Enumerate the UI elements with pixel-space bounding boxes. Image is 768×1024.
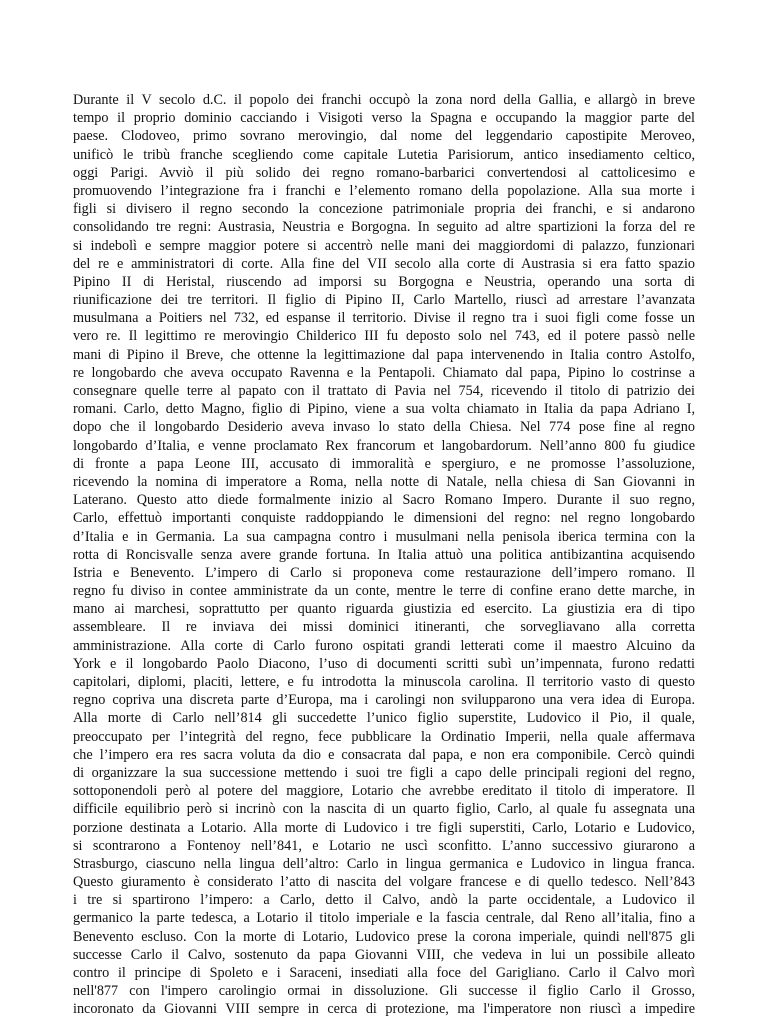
text-line: York e il longobardo Paolo Diacono, l’uso di documenti scritti subì un’impennata, furono redatti bbox=[73, 655, 695, 672]
text-line: rotta di Roncisvalle senza avere grande fortuna. In Italia attuò una politica antibizantina acquisendo bbox=[73, 546, 695, 563]
text-line: i tre si spartirono l’impero: a Carlo, detto il Calvo, andò la parte occidentale, a Ludovico il bbox=[73, 892, 695, 909]
text-line: figli si divisero il regno secondo la concezione patrimoniale propria dei franchi, e si andarono bbox=[73, 201, 695, 218]
text-line: Carlo, effettuò importanti conquiste raddoppiando le dimensioni del regno: nel regno longobardo bbox=[73, 510, 695, 527]
text-line: difficile equilibrio però si incrinò con la nascita di un quarto figlio, Carlo, al quale fu assegnata una bbox=[73, 801, 695, 818]
text-line: germanico la parte tedesca, a Lotario il titolo imperiale e la fascia centrale, dal Reno all’italia, fino a bbox=[73, 910, 695, 927]
text-line: amministrazione. Alla corte di Carlo furono ospitati grandi letterati come il maestro Alcuino da bbox=[73, 637, 695, 654]
text-line: Alla morte di Carlo nell’814 gli succedette l’unico figlio superstite, Ludovico il Pio, il quale, bbox=[73, 710, 695, 727]
text-line: consegnare quelle terre al papato con il trattato di Pavia nel 754, ricevendo il titolo di patrizio dei bbox=[73, 383, 695, 399]
text-line: incoronato da Giovanni VIII sempre in cerca di protezione, ma l'imperatore non riuscì a impedire bbox=[73, 1001, 695, 1018]
text-line: di organizzare la sua successione mettendo i suoi tre figli a capo delle principali regioni del regno, bbox=[73, 764, 695, 781]
text-line: Pipino II di Heristal, riuscendo ad imporsi su Borgogna e Neustria, operando una sorta di bbox=[73, 273, 695, 290]
text-line: del re e amministratori di corte. Alla fine del VII secolo alla corte di Austrasia si era fatto spazio bbox=[73, 255, 695, 272]
body-text bbox=[73, 91, 695, 1019]
text-line: si scontrarono a Fontenoy nell’841, e Lotario ne uscì sconfitto. L’anno successivo giurarono a bbox=[73, 837, 695, 854]
text-line: riunificazione dei tre territori. Il figlio di Pipino II, Carlo Martello, riuscì ad arrestare l’avanzata bbox=[73, 292, 695, 309]
text-line: contro il principe di Spoleto e i Saraceni, insediati alla foce del Garigliano. Carlo il Calvo morì bbox=[73, 965, 695, 981]
text-line: dopo che il longobardo Desiderio aveva invaso lo stato della Chiesa. Nel 774 pose fine al regno bbox=[73, 419, 695, 436]
text-line: nell'877 con l'impero carolingio ormai in dissoluzione. Gli successe il figlio Carlo il Grosso, bbox=[73, 983, 695, 1000]
text-line: Laterano. Questo atto diede formalmente inizio al Sacro Romano Impero. Durante il suo regno, bbox=[73, 492, 695, 509]
text-line: regno copriva una discreta parte d’Europa, ma i carolingi non svilupparono una vera idea di Europa. bbox=[73, 692, 695, 709]
text-line: re longobardo che aveva occupato Ravenna e la Pentapoli. Chiamato dal papa, Pipino lo costrinse a bbox=[73, 364, 695, 381]
text-line: regno fu diviso in contee amministrate da un conte, mentre le terre di confine erano dette marche, in bbox=[73, 583, 695, 600]
text-line: vero re. Il legittimo re merovingio Childerico III fu deposto solo nel 743, ed il potere passò nelle bbox=[73, 328, 695, 345]
text-line: ricevendo la nomina di imperatore a Roma, nella notte di Natale, nella chiesa di San Giovanni in bbox=[73, 473, 695, 490]
text-line: promuovendo l’integrazione fra i franchi e l’elemento romano della popolazione. Alla sua morte i bbox=[73, 182, 695, 199]
text-line: Benevento escluso. Con la morte di Lotario, Ludovico prese la corona imperiale, quindi nell'875 gli bbox=[73, 928, 695, 945]
text-line: consolidando tre regni: Austrasia, Neustria e Borgogna. In seguito ad altre spartizioni la forza del re bbox=[73, 219, 695, 236]
text-line: che l’impero era res sacra voluta da dio e consacrata dal papa, e non era componibile. Cercò quindi bbox=[73, 746, 695, 763]
text-line: Strasburgo, ciascuno nella lingua dell’altro: Carlo in lingua germanica e Ludovico in lingua franca. bbox=[73, 855, 695, 872]
text-line: Durante il V secolo d.C. il popolo dei franchi occupò la zona nord della Gallia, e allargò in breve bbox=[73, 92, 695, 108]
text-line: successe Carlo il Calvo, sostenuto da papa Giovanni VIII, che vedeva in lui un possibile alleato bbox=[73, 946, 695, 963]
text-line: Istria e Benevento. L’impero di Carlo si proponeva come restaurazione dell’impero romano. Il bbox=[73, 564, 695, 581]
text-line: mani di Pipino il Breve, che ottenne la legittimazione dal papa intervenendo in Italia contro Astolfo, bbox=[73, 346, 695, 363]
text-line: capitolari, diplomi, placiti, lettere, e fu introdotta la minuscola carolina. Il territorio vasto di questo bbox=[73, 674, 695, 690]
text-line: assembleare. Il re inviava dei missi dominici itineranti, che sorvegliavano alla corretta bbox=[73, 619, 695, 636]
text-line: preoccupato per l’integrità del regno, fece pubblicare la Ordinatio Imperii, nella quale affermava bbox=[73, 728, 695, 745]
text-line: oggi Parigi. Avviò il più solido dei regno romano-barbarici convertendosi al cattolicesimo e bbox=[73, 164, 695, 181]
text-line: d’Italia e in Germania. La sua campagna contro i musulmani nella penisola iberica termina con la bbox=[73, 528, 695, 545]
text-line: sottoponendoli però al potere del maggiore, Lotario che avrebbe ereditato il titolo di imperatore. Il bbox=[73, 783, 695, 800]
text-line: Questo giuramento è considerato l’atto di nascita del volgare francese e di quello tedesco. Nell’843 bbox=[73, 874, 695, 891]
text-line: musulmana a Poitiers nel 732, ed espanse il territorio. Divise il regno tra i suoi figli come fosse un bbox=[73, 310, 695, 327]
text-line: longobardo d’Italia, e venne proclamato Rex francorum et langobardorum. Nell’anno 800 fu giudice bbox=[73, 437, 695, 454]
text-line: tempo il proprio dominio cacciando i Visigoti verso la Spagna e occupando la maggior parte del bbox=[73, 110, 695, 127]
text-line: romani. Carlo, detto Magno, figlio di Pipino, viene a sua volta chiamato in Italia da papa Adriano I, bbox=[73, 401, 695, 418]
text-line: porzione destinata a Lotario. Alla morte di Ludovico i tre figli superstiti, Carlo, Lotario e Ludovico, bbox=[73, 819, 695, 836]
text-line: unificò le tribù franche scegliendo come capitale Lutetia Parisiorum, antico insediamento celtico, bbox=[73, 146, 695, 163]
text-line: paese. Clodoveo, primo sovrano merovingio, dal nome del leggendario capostipite Meroveo, bbox=[73, 128, 695, 145]
text-line: si indebolì e sempre maggior potere si accentrò nelle mani dei maggiordomi di palazzo, funzionari bbox=[73, 237, 695, 254]
text-line: mano ai marchesi, soprattutto per quanto riguarda giustizia ed esercito. La giustizia era di tipo bbox=[73, 601, 695, 618]
text-line: di fronte a papa Leone III, accusato di immoralità e spergiuro, e ne promosse l’assoluzione, bbox=[73, 455, 695, 472]
